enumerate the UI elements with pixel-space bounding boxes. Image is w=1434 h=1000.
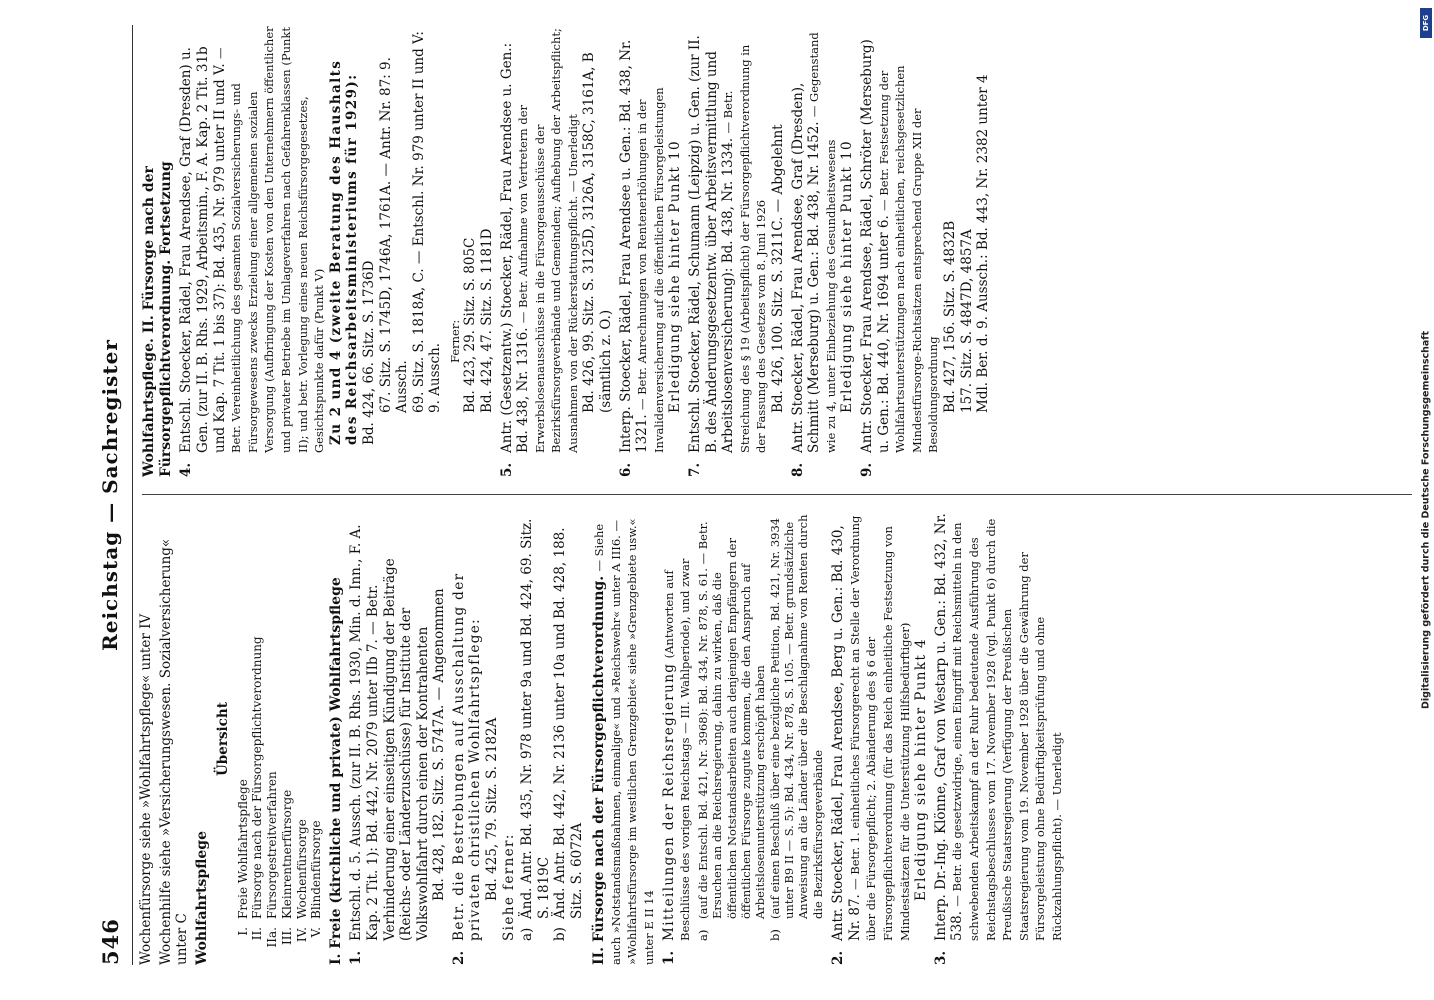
uebersicht-item: V. Blindenfürsorge xyxy=(309,820,324,938)
entry-reference: Bd. 423, 29. Sitz. S. 805C xyxy=(462,237,479,413)
entry-title: Antr. Stoecker, Rädel, Frau Arendsee, Berg u. Gen.: Bd. 430, Nr. 87. xyxy=(830,525,863,941)
uebersicht-list xyxy=(236,513,325,965)
entry-text: — Betr. Vereinheitlichung des gesamten Sozialversicherungs- und Fürsorgewesens zwecks Erzielung einer allgemeinen sozialen Versorgung (Aufbringung der Kosten von den Unternehmern öffentlicher und privater Betriebe im Umlageverfahren nach Gefahrenklassen (Punkt II); und betr. Vorlegung eines neuen Reichsfürsorgegesetzes, Gesichtspunkte dafür (Punkt V) xyxy=(212,26,327,453)
entry-text: Entschl. d. 5. Aussch. (zur II. B. Rhs. 1930, Min. d. Inn., F. A. Kap. 2 Tit. 1): Bd. 442, Nr. 2079 unter IIb 7. — Betr. Verhinderung einer einseitigen Kündigung der Beiträge (Reichs- oder Länderzuschüsse) für Institute der Volkswohlfahrt durch einen der Kontrahenten xyxy=(348,524,431,941)
entry-reference: 67. Sitz. S. 1745D, 1746A, 1761A. — Antr. Nr. 87: 9. Aussch. xyxy=(377,57,411,413)
continuation-header: Wohlfahrtspflege. II. Fürsorge nach der Fürsorgepflichtverordnung. Fortsetzung xyxy=(141,161,175,477)
keyword-wohlfahrtspflege: Wohlfahrtspflege xyxy=(193,831,210,965)
entry-wochenfuersorge: Wochenfürsorge siehe »Wohlfahrtspflege« unter IV xyxy=(138,613,154,965)
entry-text: — Betr. Anrechnungen von Rentenerhöhungen in der Invalidenversicherung auf die öffentlichen Fürsorgeleistungen xyxy=(635,87,666,453)
uebersicht-item: IIa. Fürsorgestreitverfahren xyxy=(265,771,280,948)
entry-title: Antr. Stoecker, Frau Arendsee, Rädel, Schröter (Merseburg) u. Gen.: Bd. 440, Nr. 1694 unter 6. xyxy=(858,39,892,453)
entry-reference: Bd. 425, 79. Sitz. S. 2182A xyxy=(484,717,501,901)
entry-title: Entschl. Stoecker, Rädel, Schumann (Leipzig) u. Gen. (zur II. B. des Änderungsgesetzentw. über Arbeitsvermittlung und Arbeitslosenversicherung): Bd. 438, Nr. 1334. xyxy=(687,35,737,453)
entry-reference: Bd. 426, 100. Sitz. S. 3211C. — Abgelehnt xyxy=(770,124,786,413)
list-item: 4. Entschl. Stoecker, Rädel, Frau Arendsee, Graf (Dresden) u. Gen. (zur II. B. Rhs. 1929, Arbeitsmin., F. A. Kap. 2 Tit. 31b und Kap. 7 Tit. 1 bis 37): Bd. 435, Nr. 979 unter II und V. — Betr. Vereinheitlichung des gesamten Sozialversicherungs- und Fürsorgewesens zwecks Erzielung einer allgemeinen sozialen Versorgung (Aufbringung der Kosten von den Unternehmern öffentlicher und privater Betriebe im Umlageverfahren nach Gefahrenklassen (Punkt II); und betr. Vorlegung eines neuen Reichsfürsorgegesetzes, Gesichtspunkte dafür (Punkt V) Zu 2 und 4 (zweite Beratung des Haushalts des Reichsarbeitsministeriums für 1929): Bd. 424, 66. Sitz. S. 1736D 67. Sitz. S. 1745D, 1746A, 1761A. — Antr. Nr. 87: 9. Aussch. 69. Sitz. S. 1818A, C. — Entschl. Nr. 979 unter II und V: 9. Aussch. Ferner: Bd. 423, 29. Sitz. S. 805C Bd. 424, 47. Sitz. S. 1181D xyxy=(178,26,495,477)
entry-text: — Gegenstand wie zu 4, unter Einbeziehung des Gesundheitswesens xyxy=(807,32,838,453)
right-column xyxy=(138,25,1418,477)
entry-title: Antr. Stoecker, Rädel, Frau Arendsee, Graf (Dresden), Schmitt (Merseburg) u. Gen.: Bd. 438, Nr. 1452. xyxy=(789,82,823,453)
entry-wochenhilfe: Wochenhilfe siehe »Versicherungswesen. Sozialversicherung« unter C xyxy=(157,538,191,965)
uebersicht-item: III. Kleinrentnerfürsorge xyxy=(279,789,294,946)
section-note: — Siehe auch »Notstandsmaßnahmen, einmalige« und »Reichswehr« unter A III6. — »Wohlfahrtsfürsorge im westlichen Grenzgebiet« siehe »Grenzgebiete usw.« unter E II 14 xyxy=(591,518,657,965)
list-item: 9. Antr. Stoecker, Frau Arendsee, Rädel, Schröter (Merseburg) u. Gen.: Bd. 440, Nr. 1694 unter 6. — Betr. Festsetzung der Wohlfahrtsunterstützungen nach einheitlichen, reichsgesetzlichen Mindestfürsorge-Richtsätzen entsprechend Gruppe XII der Besoldungsordnung Bd. 427, 156. Sitz. S. 4832B 157. Sitz. S. 4847D, 4857A Mdl. Ber. d. 9. Aussch.: Bd. 443, Nr. 2382 unter 4 xyxy=(859,25,992,477)
section-heading-fuersorge: II. Fürsorge nach der Fürsorgepflichtverordnung. xyxy=(590,575,607,965)
header-title: Reichstag — Sachregister xyxy=(98,339,122,651)
list-item: 6. Interp. Stoecker, Rädel, Frau Arendsee u. Gen.: Bd. 438, Nr. 1321. — Betr. Anrechnungen von Rentenerhöhungen in der Invalidenversicherung auf die öffentlichen Fürsorgeleistungen Erledigung siehe hinter Punkt 10 xyxy=(618,25,684,477)
entry-reference: Bd. 427, 156. Sitz. S. 4832B xyxy=(941,220,958,413)
list-item: 1. Mitteilungen der Reichsregierung (Antworten auf Beschlüsse des vorigen Reichstags — III. Wahlperiode), und zwar a) (auf die Entschl. Bd. 421, Nr. 3968): Bd. 434, Nr. 878, S. 61. — Betr. Ersuchen an die Reichsregierung, dahin zu wirken, daß die öffentlichen Notstandsarbeiten auch denjenigen Empfängern der öffentlichen Fürsorge zugute kommen, die den Anspruch auf Arbeitslosenunterstützung erschöpft haben b) (auf einen Beschluß über eine bezügliche Petition, Bd. 421, Nr. 3934 unter B9 II — S. 5): Bd. 434, Nr. 878, S. 105. — Betr. grundsätzliche Anweisung an die Länder über die Beschlagnahme von Renten durch die Bezirksfürsorgeverbände xyxy=(660,514,825,965)
entry-text: — Betr. Festsetzung der Wohlfahrtsunterstützungen nach einheitlichen, reichsgesetzlichen Mindestfürsorge-Richtsätzen entsprechend Gruppe XII der Besoldungsordnung xyxy=(876,65,941,453)
running-head xyxy=(90,25,130,965)
uebersicht-title: Übersicht xyxy=(215,702,231,776)
list-item: 2. Betr. die Bestrebungen auf Ausschaltung der privaten christlichen Wohlfahrtspflege: Bd. 425, 79. Sitz. S. 2182A Siehe ferner: a) Änd. Antr. Bd. 435, Nr. 978 unter 9a und Bd. 424, 69. Sitz. S. 1819C b) Änd. Antr. Bd. 442, Nr. 2136 unter 10a und Bd. 428, 188. Sitz. S. 6072A xyxy=(451,513,588,965)
entry-reference: Bd. 428, 182. Sitz. S. 5747A. — Angenommen xyxy=(431,588,448,901)
entry-subheading: Zu 2 und 4 (zweite Beratung des Haushalts des Reichsarbeitsministeriums für 1929): xyxy=(327,59,361,445)
entry-text: — Betr. 1. einheitliches Fürsorgerecht an Stelle der Verordnung über die Fürsorgepflicht; 2. Abänderung des § 6 der Fürsorgepflichtverordnung (für das Reich einheitliche Festsetzung von Mindestsätzen für die Unterstützung Hilfsbedürftiger) xyxy=(847,515,912,941)
list-item: 3. Interp. Dr.-Ing. Klönne, Graf von Westarp u. Gen.: Bd. 432, Nr. 538. — Betr. die gesetzwidrige, einen Eingriff mit Reichsmitteln in den schwebenden Arbeitskampf an der Ruhr bedeutende Ausführung des Reichstagsbeschlusses vom 17. November 1928 (vgl. Punkt 6) durch die Preußische Staatsregierung (Verfügung der Preußischen Staatsregierung vom 19. November 1928 über die Gewährung der Fürsorgeleistung ohne Bedürftigkeitsprüfung und ohne Rückzahlungspflicht). — Unerledigt xyxy=(932,513,1064,965)
page-number: 546 xyxy=(98,918,123,965)
uebersicht-item: II. Fürsorge nach der Fürsorgepflichtverordnung xyxy=(250,636,265,941)
column-divider xyxy=(142,494,1412,495)
entry-reference: Erledigung siehe hinter Punkt 10 xyxy=(839,140,856,413)
sub-item: b) Änd. Antr. Bd. 442, Nr. 2136 unter 10a und Bd. 428, 188. Sitz. S. 6072A xyxy=(552,527,586,941)
entry-reference: Mdl. Ber. d. 9. Aussch.: Bd. 443, Nr. 2382 unter 4 xyxy=(975,74,992,413)
dfg-logo: DFG xyxy=(1420,8,1432,38)
entry-text: — Betr. Streichung des § 19 (Arbeitspflicht) der Fürsorgepflichtverordnung in der Fassung des Gesetzes vom 8. Juni 1926 xyxy=(721,44,769,453)
entry-text: (Antworten auf Beschlüsse des vorigen Reichstags — III. Wahlperiode), und zwar xyxy=(661,558,693,941)
entry-title: Mitteilungen der Reichsregierung xyxy=(660,662,677,941)
funding-note-text: Digitalisierung gefördert durch die Deutsche Forschungsgemeinschaft xyxy=(1420,331,1432,709)
entry-title: Interp. Dr.-Ing. Klönne, Graf von Westarp u. Gen.: Bd. 432, Nr. 538. xyxy=(932,513,966,941)
entry-title: Antr. (Gesetzentw.) Stoecker, Rädel, Frau Arendsee u. Gen.: Bd. 438, Nr. 1316. xyxy=(498,42,532,453)
entry-text: Betr. die Bestrebungen auf Ausschaltung der privaten christlichen Wohlfahrtspflege: xyxy=(450,572,484,941)
list-item: 5. Antr. (Gesetzentw.) Stoecker, Rädel, Frau Arendsee u. Gen.: Bd. 438, Nr. 1316. — Betr. Aufnahme von Vertretern der Erwerbslosenausschüsse in die Fürsorgeausschüsse der Bezirksfürsorgeverbände und Gemeinden; Aufhebung der Arbeitspflicht; Ausnahmen von der Rückerstattungspflicht. — Unerledigt Bd. 426, 99. Sitz. S. 3125D, 3126A, 3158C, 3161A, B (sämtlich z. O.) xyxy=(499,25,615,477)
section-heading-freie: I. Freie (kirchliche und private) Wohlfahrtspflege xyxy=(328,577,345,965)
sub-item: b) (auf einen Beschluß über eine bezügliche Petition, Bd. 421, Nr. 3934 unter B9 II — S. 5): Bd. 434, Nr. 878, S. 105. — Betr. grundsätzliche Anweisung an die Länder über die Beschlagnahme von Renten durch die Bezirksfürsorgeverbände xyxy=(767,514,825,941)
sub-item: a) (auf die Entschl. Bd. 421, Nr. 3968): Bd. 434, Nr. 878, S. 61. — Betr. Ersuchen an die Reichsregierung, dahin zu wirken, daß die öffentlichen Notstandsarbeiten auch denjenigen Empfängern der öffentlichen Fürsorge zugute kommen, die den Anspruch auf Arbeitslosenunterstützung erschöpft haben xyxy=(695,521,768,941)
siehe-ferner: Siehe ferner: xyxy=(500,833,517,941)
uebersicht-item: I. Freie Wohlfahrtspflege xyxy=(235,779,250,936)
list-item: 8. Antr. Stoecker, Rädel, Frau Arendsee, Graf (Dresden), Schmitt (Merseburg) u. Gen.: Bd. 438, Nr. 1452. — Gegenstand wie zu 4, unter Einbeziehung des Gesundheitswesens Erledigung siehe hinter Punkt 10 xyxy=(790,25,856,477)
uebersicht-item: IV. Wochenfürsorge xyxy=(294,819,309,943)
section-fuersorge xyxy=(591,513,658,965)
list-item: 2. Antr. Stoecker, Rädel, Frau Arendsee, Berg u. Gen.: Bd. 430, Nr. 87. — Betr. 1. einheitliches Fürsorgerecht an Stelle der Verordnung über die Fürsorgepflicht; 2. Abänderung des § 6 der Fürsorgepflichtverordnung (für das Reich einheitliche Festsetzung von Mindestsätzen für die Unterstützung Hilfsbedürftiger) Erledigung siehe hinter Punkt 4 xyxy=(830,513,930,965)
entry-reference: Bd. 424, 47. Sitz. S. 1181D xyxy=(478,228,495,413)
entry-reference: 69. Sitz. S. 1818A, C. — Entschl. Nr. 979 unter II und V: 9. Aussch. xyxy=(410,31,444,413)
sublist xyxy=(696,513,825,941)
entry-title: Entschl. Stoecker, Rädel, Frau Arendsee, Graf (Dresden) u. Gen. (zur II. B. Rhs. 1929, Arbeitsmin., F. A. Kap. 2 Tit. 31b und Kap. 7 Tit. 1 bis 37): Bd. 435, Nr. 979 unter II und V. xyxy=(178,46,228,453)
sublist xyxy=(519,513,585,941)
list-item: 1. Entschl. d. 5. Aussch. (zur II. B. Rhs. 1930, Min. d. Inn., F. A. Kap. 2 Tit. 1): Bd. 442, Nr. 2079 unter IIb 7. — Betr. Verhinderung einer einseitigen Kündigung der Beiträge (Reichs- oder Länderzuschüsse) für Institute der Volkswohlfahrt durch einen der Kontrahenten Bd. 428, 182. Sitz. S. 5747A. — Angenommen xyxy=(348,513,448,965)
ferner-label: Ferner: xyxy=(447,319,462,363)
entry-reference: Erledigung siehe hinter Punkt 4 xyxy=(913,638,930,901)
scanned-page xyxy=(90,5,1420,985)
entry-text: — Betr. Aufnahme von Vertretern der Erwerbslosenausschüsse in die Fürsorgeausschüsse der Bezirksfürsorgeverbände und Gemeinden; Aufhebung der Arbeitspflicht; Ausnahmen von der Rückerstattungspflicht. — Unerledigt xyxy=(516,28,580,453)
entry-title: Interp. Stoecker, Rädel, Frau Arendsee u. Gen.: Bd. 438, Nr. 1321. xyxy=(617,39,651,453)
entry-text: — Betr. die gesetzwidrige, einen Eingriff mit Reichsmitteln in den schwebenden Arbeitskampf an der Ruhr bedeutende Ausführung des Reichstagsbeschlusses vom 17. November 1928 (vgl. Punkt 6) durch die Preußische Staatsregierung (Verfügung der Preußischen Staatsregierung vom 19. November 1928 über die Gewährung der Fürsorgeleistung ohne Bedürftigkeitsprüfung und ohne Rückzahlungspflicht). — Unerledigt xyxy=(950,518,1064,941)
entry-reference: 157. Sitz. S. 4847D, 4857A xyxy=(958,229,975,413)
entry-reference: Erledigung siehe hinter Punkt 10 xyxy=(667,140,684,413)
entry-reference: Bd. 424, 66. Sitz. S. 1736D xyxy=(360,260,377,445)
entry-reference: Bd. 426, 99. Sitz. S. 3125D, 3126A, 3158C, 3161A, B (sämtlich z. O.) xyxy=(581,52,615,413)
list-item: 7. Entschl. Stoecker, Rädel, Schumann (Leipzig) u. Gen. (zur II. B. des Änderungsgesetzentw. über Arbeitsvermittlung und Arbeitslosenversicherung): Bd. 438, Nr. 1334. — Betr. Streichung des § 19 (Arbeitspflicht) der Fürsorgepflichtverordnung in der Fassung des Gesetzes vom 8. Juni 1926 Bd. 426, 100. Sitz. S. 3211C. — Abgelehnt xyxy=(687,25,787,477)
left-column xyxy=(138,513,1418,965)
header-rule xyxy=(132,25,133,965)
sub-item: a) Änd. Antr. Bd. 435, Nr. 978 unter 9a und Bd. 424, 69. Sitz. S. 1819C xyxy=(519,518,552,941)
